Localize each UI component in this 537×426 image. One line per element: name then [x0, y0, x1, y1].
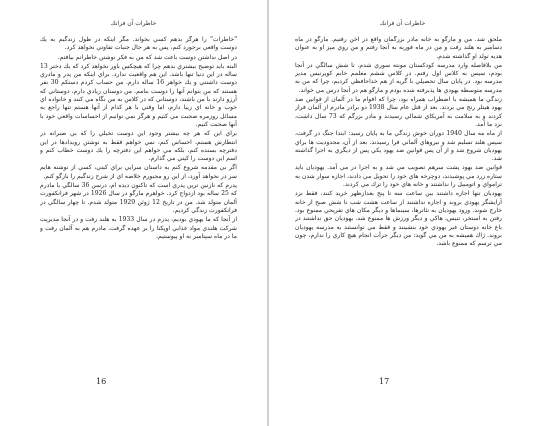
left-page: [0, 0, 268, 426]
paragraph: البته بايد توضيح بيشتري بدهم چرا كه هيچكس باور نخواهد كرد كه يك دختر 13 ساله در اين دنيا تنها باشد. اين هم واقعيت ندارد. براي اينكه من پدر و مادري دوست داشتني و يك خواهر 16 ساله دارم. من حساب كردم دستكم 30 نفر هستند كه من بتوانم آنها را دوست بنامم. من دوستان زيادي دارم، دوستاني كه آرزو دارند با من باشند، دوستاني كه در كلاس به من نگاه مي كنند و خانواده اي خوب و خانه اي زيبا دارم، اما وقتي با هر كدام از آنها هستم تنها راجع به مسائل روزمره صحبت مي كنيم و هرگز نمي توانيم از احساسات واقعي خود با آنها صحبت كنيم.: [40, 62, 237, 128]
running-header-right: خاطرات آن فرانك: [379, 20, 426, 27]
paragraph: از آنجا كه ما يهودي بوديم، پدرم در سال 1933 به هلند رفت و در آنجا مديريت شركت هلندي مواد غذايي اوپكتا را بر عهده گرفت. مادرم هم به آلمان رفت و ما در ماه سپتامبر به او پيوستيم.: [40, 216, 237, 240]
paragraph: اگر بي مقدمه شروع كنم به داستان سرايي براي كيتي، كسي از نوشته هايم سر در نخواهد آورد، از اين رو مجبورم خلاصه اي از شرح زندگيم را بازگو كنم.: [40, 164, 237, 180]
running-header-left: خاطرات آن فرانك: [110, 20, 157, 27]
paragraph: پدرم كه نازنين ترين پدري است كه تاكنون ديده ام، درسن 36 سالگي با مادرم كه 25 ساله بود ازدواج كرد. خواهرم مارگو در سال 1926 در شهر فرانكفورت آلمان متولد شد. من در تاريخ 12 ژوئن 1929 متولد شدم. تا چهار سالگي در فرانكفورت زندگي كرديم.: [40, 182, 237, 214]
paragraph: از ماه مه سال 1940 دوران خوش زندگي ما به پايان رسيد: ابتدا جنگ در گرفت، سپس هلند تسليم شد و نيروهاي آلماني فرا رسيدند. بعد از آن، محدوديت ها براي يهوديان شروع شد و از آن پس قوانين ضد يهود يكي پس از ديگري به اجرا گذاشته شد.: [295, 130, 502, 163]
paragraph: قوانين ضد يهود پشت سرهم تصويب مي شد و به اجرا در مي آمد. يهوديان بايد ستاره زرد مي پوشيدند، دوچرخه هاي خود را تحويل مي دادند، اجازه سوار شدن به ترامواي و اتومبيل را نداشتند و خانه هاي خود را ترك مي كردند.: [295, 164, 502, 189]
page-number-left: 16: [96, 377, 107, 386]
paragraph: زندگي ما هميشه با اضطراب همراه بود، چرا كه اقوام ما در آلمان از قوانين ضد يهود هيتلر رنج مي بردند. بعد از قتل عام سال 1938 دو برادر مادرم از آلمان فرار كردند و به سلامت به آمريكاي شمالي رسيدند و مادر بزرگم كه 73 سال داشت، نزد ما آمد.: [295, 96, 502, 128]
right-page-body: [295, 36, 502, 356]
paragraph: من بلافاصله وارد مدرسه كودكستان مونته سوري شدم. تا شش سالگي در آنجا بودم، سپس به كلاس اول رفتم. در كلاس ششم معلمم خانم كوپرنيس مدير مدرسه بود. در پايان سال تحصيلي با گريه از هم خداحافظي كرديم، چرا كه من به مدرسه متوسطه يهودي ها پذيرفته شده بودم و مارگو هم در آنجا درس مي خواند.: [295, 61, 502, 94]
paragraph: ملحق شد. من و مارگو به خانه مادر بزرگمان واقع در آخن رفتيم. مارگو در ماه دسامبر به هلند رفت و من در ماه فوريه به آنجا رفتم و من روي ميز او به عنوان هديه تولد او گذاشته شدم.: [295, 36, 502, 60]
paragraph: يهوديان تنها اجازه داشتند بين ساعت سه تا پنج بعدازظهر خريد كنند، فقط نزد آرايشگر يهودي بروند و اجازه نداشتند از ساعت هشت شب تا شش صبح از خانه خارج شوند. ورود يهوديان به تئاترها، سينماها و ديگر مكان هاي تفريحي ممنوع بود. رفتن به استخر، تنيس، هاكي و ديگر ورزش ها ممنوع شد. يهوديان حق نداشتند در باغ خانه دوستان غير يهودي خود بنشينند و فقط مي توانستند به مدرسه يهوديان بروند. ژاك هميشه به من مي گويد: من ديگر جرأت انجام هيچ كاري را ندارم، چون مي ترسم كه ممنوع باشد.: [295, 190, 502, 248]
paragraph: "خاطرات" را هرگز بدهم كسي بخواند. مگر اينكه در طول زندگيم به يك دوست واقعي برخورد كنم، پس به هر حال جنبات تفاوتي نخواهد كرد.: [40, 36, 237, 52]
paragraph: در اصل نداشتن دوست باعث شد كه من به فكر نوشتن خاطراتم بيافتم.: [57, 53, 237, 61]
left-page-body: [40, 36, 237, 356]
paragraph: براي اين كه هر چه بيشتر وجود اين دوست تخيلي را كه بي صبرانه در انتظارش هستم، احساس كنم، نمي خواهم فقط به نوشتن رويدادها در اين دفترچه بسنده كنم، بلكه مي خواهم اين دفترچه را يك دوست خطاب كنم و اسم اين دوست را كيتي مي گذارم.: [40, 130, 237, 163]
right-page: [268, 0, 536, 426]
page-number-right: 17: [379, 377, 390, 386]
